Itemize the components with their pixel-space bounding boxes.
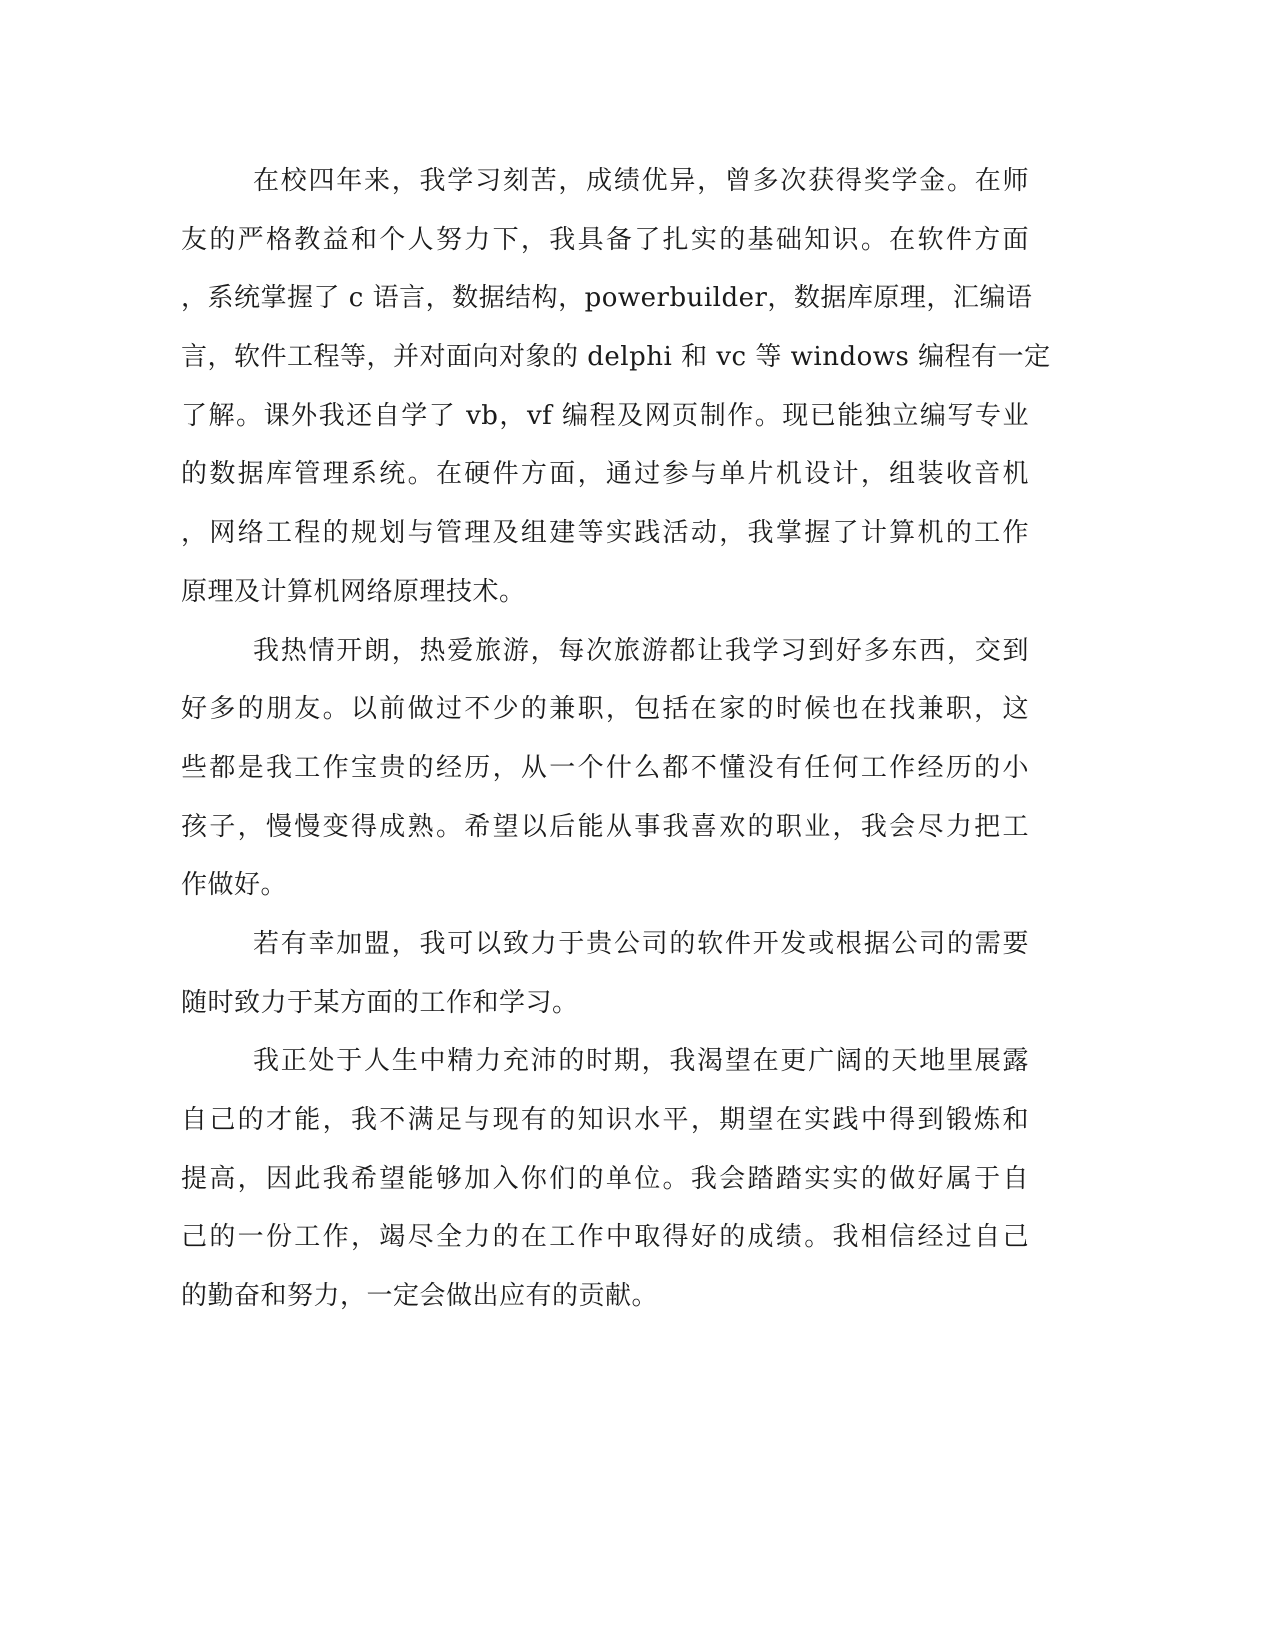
text-line: 了解。课外我还自学了 vb，vf 编程及网页制作。现已能独立编写专业 bbox=[181, 400, 1029, 431]
paragraph bbox=[181, 1032, 1029, 1325]
document-body bbox=[181, 152, 1051, 1326]
text-line: 言，软件工程等，并对面向对象的 delphi 和 vc 等 windows 编程有一定 bbox=[181, 342, 1051, 373]
text-line: 若有幸加盟，我可以致力于贵公司的软件开发或根据公司的需要 bbox=[253, 928, 1029, 959]
text-line: 我热情开朗，热爱旅游，每次旅游都让我学习到好多东西，交到 bbox=[253, 635, 1029, 666]
text-line: 随时致力于某方面的工作和学习。 bbox=[181, 987, 579, 1018]
text-line: 提高，因此我希望能够加入你们的单位。我会踏踏实实的做好属于自 bbox=[181, 1163, 1029, 1194]
text-line: 作做好。 bbox=[181, 870, 288, 901]
text-line: ，系统掌握了 c 语言，数据结构，powerbuilder，数据库原理，汇编语 bbox=[181, 283, 1033, 314]
text-line: 好多的朋友。以前做过不少的兼职，包括在家的时候也在找兼职，这 bbox=[181, 694, 1029, 725]
text-line: 我正处于人生中精力充沛的时期，我渴望在更广阔的天地里展露 bbox=[253, 1046, 1029, 1077]
text-line: 孩子，慢慢变得成熟。希望以后能从事我喜欢的职业，我会尽力把工 bbox=[181, 811, 1029, 842]
text-line: 友的严格教益和个人努力下，我具备了扎实的基础知识。在软件方面 bbox=[181, 224, 1029, 255]
text-line: 在校四年来，我学习刻苦，成绩优异，曾多次获得奖学金。在师 bbox=[253, 166, 1029, 196]
text-line: 己的一份工作，竭尽全力的在工作中取得好的成绩。我相信经过自己 bbox=[181, 1222, 1029, 1253]
text-line: 自己的才能，我不满足与现有的知识水平，期望在实践中得到锻炼和 bbox=[181, 1105, 1029, 1135]
text-line: 的勤奋和努力，一定会做出应有的贡献。 bbox=[181, 1281, 659, 1312]
text-line: 的数据库管理系统。在硬件方面，通过参与单片机设计，组装收音机 bbox=[181, 459, 1029, 490]
text-line: 些都是我工作宝贵的经历，从一个什么都不懂没有任何工作经历的小 bbox=[181, 752, 1029, 783]
text-line: ，网络工程的规划与管理及组建等实践活动，我掌握了计算机的工作 bbox=[181, 518, 1029, 549]
paragraph bbox=[181, 152, 1051, 622]
paragraph bbox=[181, 915, 1029, 1032]
text-line: 原理及计算机网络原理技术。 bbox=[181, 576, 526, 607]
paragraph bbox=[181, 622, 1029, 915]
